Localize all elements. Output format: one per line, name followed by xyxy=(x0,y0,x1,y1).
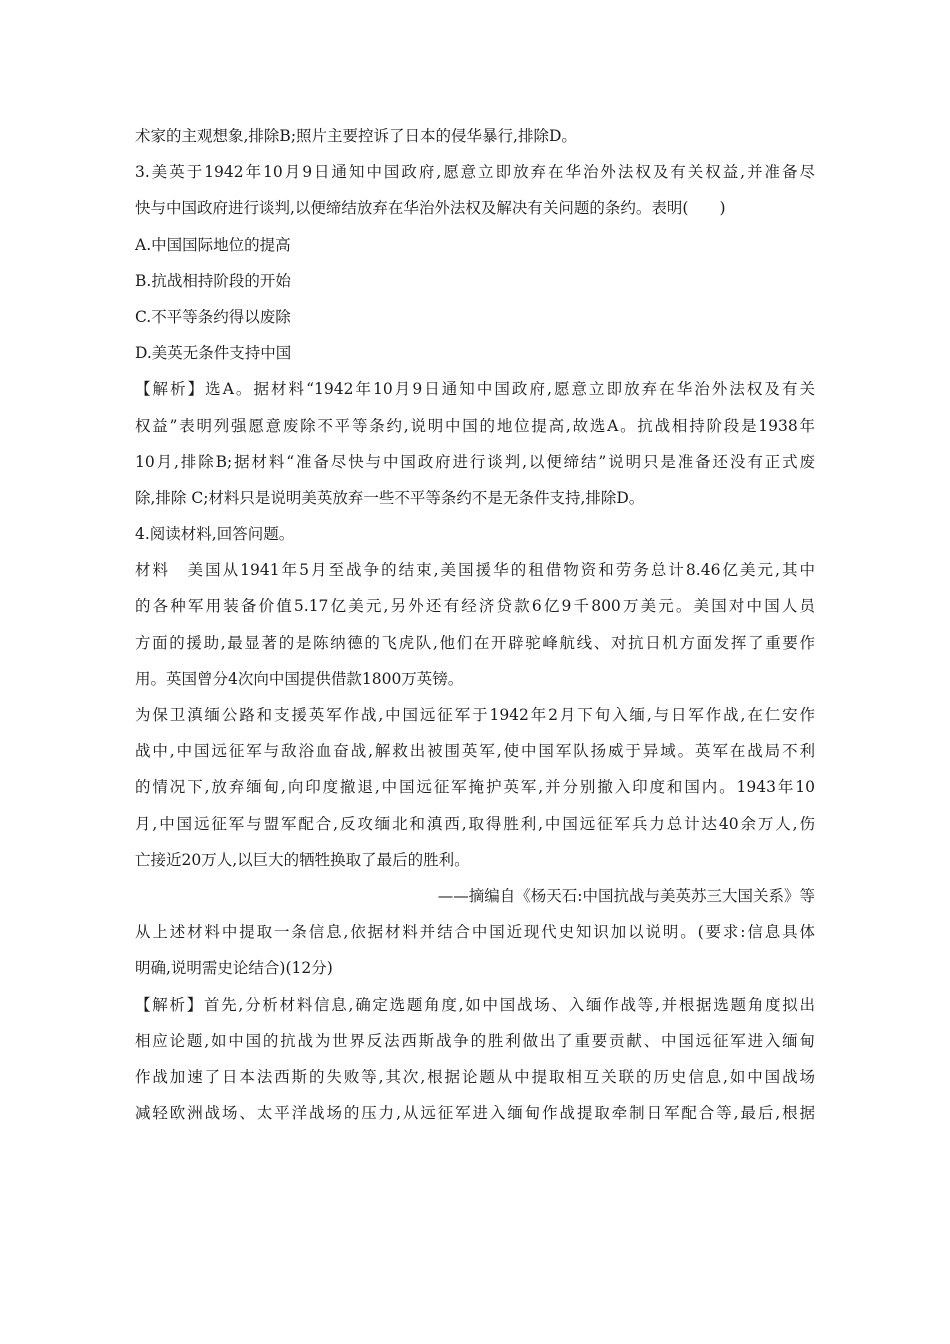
question-3-option-d: D.美英无条件支持中国 xyxy=(135,344,292,363)
question-4-material-line-4: 用。英国曾分4次向中国提供借款1800万英镑。 xyxy=(135,669,464,688)
question-3-analysis-line-3: 10月,排除B;据材料“准备尽快与中国政府进行谈判,以便缔结”说明只是准备还没有正式废 xyxy=(135,452,815,471)
question-3-option-a: A.中国国际地位的提高 xyxy=(135,235,291,254)
question-4-analysis-line-2: 相应论题,如中国的抗战为世界反法西斯战争的胜利做出了重要贡献、中国远征军进入缅甸 xyxy=(135,1031,815,1050)
text-line-previous-answer-end: 术家的主观想象,排除B;照片主要控诉了日本的侵华暴行,排除D。 xyxy=(135,127,577,145)
question-3-analysis-line-1: 【解析】选A。据材料“1942年10月9日通知中国政府,愿意立即放弃在华治外法权及有关 xyxy=(135,380,815,399)
question-4-material-line-9: 亡接近20万人,以巨大的牺牲换取了最后的胜利。 xyxy=(135,850,470,869)
question-3-stem-line-2: 快与中国政府进行谈判,以便缔结放弃在华治外法权及解决有关问题的条约。表明( ) xyxy=(135,199,726,218)
question-4-task-line-1: 从上述材料中提取一条信息,依据材料并结合中国近现代史知识加以说明。(要求:信息具体 xyxy=(135,923,815,942)
question-4-material-line-5: 为保卫滇缅公路和支援英军作战,中国远征军于1942年2月下旬入缅,与日军作战,在仁安作 xyxy=(135,706,815,724)
question-3-analysis-line-4: 除,排除 C;材料只是说明美英放弃一些不平等条约不是无条件支持,排除D。 xyxy=(135,488,645,507)
question-4-stem: 4.阅读材料,回答问题。 xyxy=(135,525,295,544)
question-3-option-b: B.抗战相持阶段的开始 xyxy=(135,271,291,290)
question-4-material-line-3: 方面的援助,最显著的是陈纳德的飞虎队,他们在开辟驼峰航线、对抗日机方面发挥了重要作 xyxy=(135,633,815,652)
question-4-analysis-line-1: 【解析】首先,分析材料信息,确定选题角度,如中国战场、入缅作战等,并根据选题角度拟出 xyxy=(135,995,815,1014)
question-4-material-line-2: 的各种军用装备价值5.17亿美元,另外还有经济贷款6亿9千800万美元。美国对中国人员 xyxy=(135,597,815,616)
question-3-analysis-line-2: 权益”表明列强愿意废除不平等条约,说明中国的地位提高,故选A。抗战相持阶段是1938年 xyxy=(135,416,815,435)
question-4-analysis-line-4: 减轻欧洲战场、太平洋战场的压力,从远征军进入缅甸作战提取牵制日军配合等,最后,根据 xyxy=(135,1104,815,1123)
material-source-citation: ——摘编自《杨天石:中国抗战与美英苏三大国关系》等 xyxy=(437,886,815,905)
question-4-material-line-1: 材料 美国从1941年5月至战争的结束,美国援华的租借物资和劳务总计8.46亿美元,其中 xyxy=(135,561,815,580)
question-4-analysis-line-3: 作战加速了日本法西斯的失败等,其次,根据论题从中提取相互关联的历史信息,如中国战场 xyxy=(135,1067,815,1086)
question-4-material-line-8: 月,中国远征军与盟军配合,反攻缅北和滇西,取得胜利,中国远征军兵力总计达40余万人,伤 xyxy=(135,814,815,833)
document-page xyxy=(135,118,815,1131)
question-3-option-c: C.不平等条约得以废除 xyxy=(135,307,291,326)
question-4-task-line-2: 明确,说明需史论结合)(12分) xyxy=(135,959,333,978)
question-4-material-line-6: 战中,中国远征军与敌浴血奋战,解救出被围英军,使中国军队扬威于异域。英军在战局不利 xyxy=(135,742,815,761)
question-3-stem-line-1: 3.美英于1942年10月9日通知中国政府,愿意立即放弃在华治外法权及有关权益,并准备尽 xyxy=(135,163,815,182)
question-4-material-line-7: 的情况下,放弃缅甸,向印度撤退,中国远征军掩护英军,并分别撤入印度和国内。1943年10 xyxy=(135,778,815,797)
